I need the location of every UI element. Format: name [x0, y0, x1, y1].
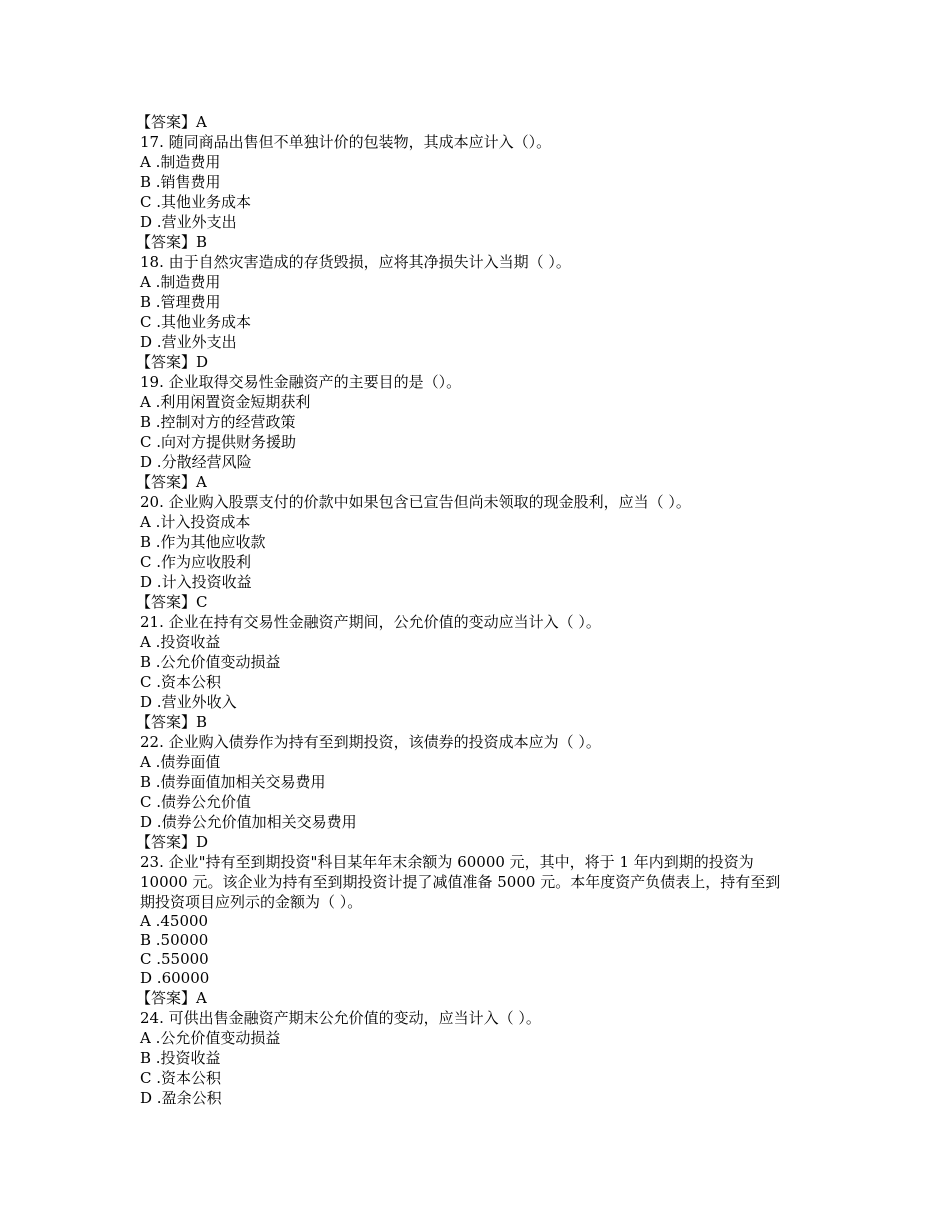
option-line: C .资本公积: [140, 673, 222, 691]
option-line: C .资本公积: [140, 1069, 222, 1087]
question-text-line: 22. 企业购入债券作为持有至到期投资，该债券的投资成本应为（ ）。: [140, 733, 601, 751]
answer-line: 【答案】B: [136, 233, 208, 251]
option-line: C .债券公允价值: [140, 793, 252, 811]
question-text-line: 24. 可供出售金融资产期末公允价值的变动，应当计入（ ）。: [140, 1009, 541, 1027]
question-text-line: 10000 元。该企业为持有至到期投资计提了减值准备 5000 元。本年度资产负债表上，持有至到: [140, 873, 781, 891]
option-line: C .其他业务成本: [140, 313, 252, 331]
answer-line: 【答案】B: [136, 713, 208, 731]
option-line: D .营业外支出: [140, 333, 237, 351]
option-line: D .债券公允价值加相关交易费用: [140, 813, 357, 831]
option-line: A .利用闲置资金短期获利: [140, 393, 311, 411]
option-line: B .管理费用: [140, 293, 221, 311]
question-text-line: 18. 由于自然灾害造成的存货毁损，应将其净损失计入当期（ ）。: [140, 253, 571, 271]
question-text-line: 17. 随同商品出售但不单独计价的包装物，其成本应计入（）。: [140, 133, 552, 151]
option-line: D .分散经营风险: [140, 453, 252, 471]
option-line: A .公允价值变动损益: [140, 1029, 281, 1047]
option-line: C .作为应收股利: [140, 553, 252, 571]
option-line: B .投资收益: [140, 1049, 221, 1067]
option-line: D .营业外支出: [140, 213, 237, 231]
option-line: D .营业外收入: [140, 693, 237, 711]
option-line: D .计入投资收益: [140, 573, 252, 591]
option-line: C .向对方提供财务援助: [140, 433, 297, 451]
option-line: C .其他业务成本: [140, 193, 252, 211]
question-text-line: 21. 企业在持有交易性金融资产期间，公允价值的变动应当计入（ ）。: [140, 613, 601, 631]
question-text-line: 19. 企业取得交易性金融资产的主要目的是（）。: [140, 373, 462, 391]
option-line: A .债券面值: [140, 753, 221, 771]
document-page: [136, 112, 820, 1108]
question-text-line: 期投资项目应列示的金额为（ ）。: [140, 893, 363, 911]
answer-line: 【答案】A: [136, 113, 207, 131]
answer-line: 【答案】A: [136, 989, 207, 1007]
option-line: B .公允价值变动损益: [140, 653, 281, 671]
option-line: A .制造费用: [140, 153, 221, 171]
option-line: A .45000: [140, 912, 209, 930]
option-line: A .投资收益: [140, 633, 221, 651]
question-list: [136, 112, 820, 852]
option-line: C .55000: [140, 950, 209, 968]
answer-line: 【答案】D: [136, 353, 209, 371]
answer-line: 【答案】A: [136, 473, 207, 491]
option-line: D .60000: [140, 969, 210, 987]
question-text-line: 23. 企业"持有至到期投资"科目某年年末余额为 60000 元，其中，将于 1 年内到期的投资为: [140, 853, 754, 871]
option-line: B .50000: [140, 931, 209, 949]
question-text-line: 20. 企业购入股票支付的价款中如果包含已宣告但尚未领取的现金股利，应当（ ）。: [140, 493, 691, 511]
option-line: A .制造费用: [140, 273, 221, 291]
option-line: D .盈余公积: [140, 1089, 222, 1107]
option-line: A .计入投资成本: [140, 513, 251, 531]
answer-line: 【答案】C: [136, 593, 208, 611]
option-line: B .销售费用: [140, 173, 221, 191]
option-line: B .债券面值加相关交易费用: [140, 773, 326, 791]
question-23: [136, 852, 820, 1008]
option-line: B .作为其他应收款: [140, 533, 266, 551]
option-line: B .控制对方的经营政策: [140, 413, 296, 431]
answer-line: 【答案】D: [136, 833, 209, 851]
question-24: [140, 1008, 820, 1108]
